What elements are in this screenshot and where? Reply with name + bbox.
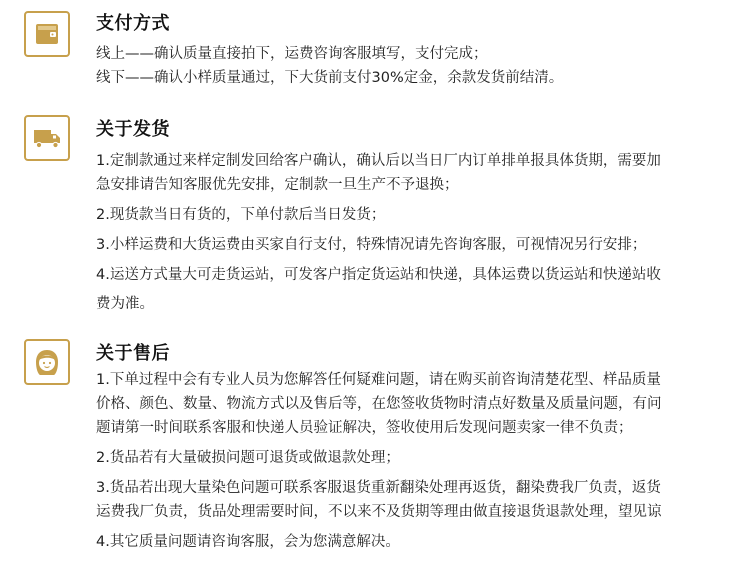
payment-title: 支付方式 xyxy=(96,13,170,34)
shipping-line: 2.现货款当日有货的，下单付款后当日发货； xyxy=(96,207,386,223)
aftersales-line: 2.货品若有大量破损问题可退货或做退款处理； xyxy=(96,450,400,466)
payment-line: 线下——确认小样质量通过，下大货前支付30%定金，余款发货前结清。 xyxy=(96,70,564,86)
wallet-icon xyxy=(24,11,70,57)
shipping-line: 3.小样运费和大货运费由买家自行支付，特殊情况请先咨询客服，可视情况另行安排； xyxy=(96,237,647,253)
aftersales-line: 运费我厂负责，货品处理需要时间，不以来不及货期等理由做直接退货退款处理，望见谅 xyxy=(96,504,662,520)
truck-icon xyxy=(24,115,70,161)
shipping-line: 急安排请告知客服优先安排，定制款一旦生产不予退换； xyxy=(96,177,459,193)
aftersales-line: 1.下单过程中会有专业人员为您解答任何疑难问题，请在购买前咨询清楚花型、样品质量 xyxy=(96,372,661,388)
aftersales-line: 价格、颜色、数量、物流方式以及售后等，在您签收货物时清点好数量及质量问题，有问 xyxy=(96,396,662,412)
shipping-line: 4.运送方式量大可走货运站，可发客户指定货运站和快递，具体运费以货运站和快递站收 xyxy=(96,267,661,283)
aftersales-line: 3.货品若出现大量染色问题可联系客服退货重新翻染处理再返货，翻染费我厂负责，返货 xyxy=(96,480,661,496)
aftersales-line: 题请第一时间联系客服和快递人员验证解决，签收使用后发现问题卖家一律不负责； xyxy=(96,420,633,436)
shipping-title: 关于发货 xyxy=(96,119,170,140)
shipping-line: 费为准。 xyxy=(96,296,154,312)
shipping-line: 1.定制款通过来样定制发回给客户确认，确认后以当日厂内订单排单报具体货期，需要加 xyxy=(96,153,661,169)
payment-line: 线上——确认质量直接拍下，运费咨询客服填写，支付完成； xyxy=(96,46,488,62)
aftersales-line: 4.其它质量问题请咨询客服，会为您满意解决。 xyxy=(96,534,400,550)
customer-service-icon xyxy=(24,339,70,385)
aftersales-title: 关于售后 xyxy=(96,343,170,364)
